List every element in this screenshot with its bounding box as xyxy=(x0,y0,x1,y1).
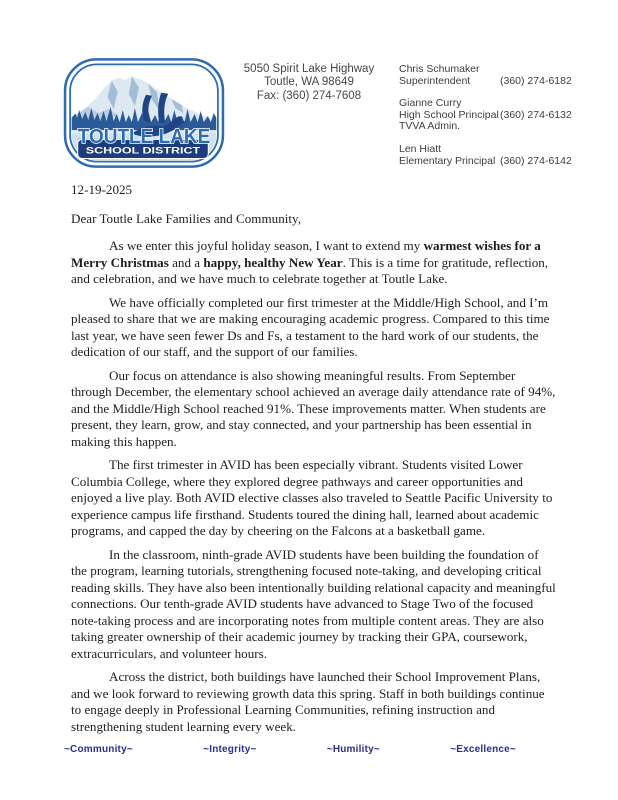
contact xyxy=(399,144,604,167)
contact xyxy=(399,64,604,87)
contact-phone: (360) 274-6142 xyxy=(500,154,572,167)
address-line: 5050 Spirit Lake Highway xyxy=(243,63,375,75)
letter-paragraph xyxy=(71,238,557,288)
logo-subtitle-text: SCHOOL DISTRICT xyxy=(85,145,201,157)
body-text: and a xyxy=(168,254,204,270)
bold-text: warmest wishes for a Merry Christmas xyxy=(71,238,541,270)
body-text: As we enter this joyful holiday season, I want to extend my xyxy=(109,238,424,253)
contact-extra: TVVA Admin. xyxy=(399,120,461,133)
paragraphs xyxy=(71,238,557,735)
letter-paragraph xyxy=(71,457,557,540)
letter-paragraph xyxy=(71,368,557,451)
logo-badge xyxy=(62,56,226,170)
letter-date: 12-19-2025 xyxy=(71,182,133,197)
contact-title: Elementary Principal xyxy=(399,154,496,167)
address-line: Toutle, WA 98649 xyxy=(264,76,354,89)
body-text: Our focus on attendance is also showing meaningful results. From September through December, the elementary school achieved an average daily attendance rate of 94%, and the Middle/High School reached 91%. These improvements matter. When students are present, they learn, grow, and stay connected, and your partnership has been essential in making this happen. xyxy=(71,367,556,449)
contact-name: Chris Schumaker xyxy=(399,63,480,75)
footer-value: ~Integrity~ xyxy=(203,744,257,755)
footer-value: ~Humility~ xyxy=(326,744,380,755)
contact-title: Superintendent xyxy=(399,74,471,87)
contact-title: High School Principal xyxy=(399,108,499,121)
body-text: Across the district, both buildings have launched their School Improvement Plans, and we look forward to reviewing growth data this spring. Staff in both buildings continue to engage deeply in Professional Learning Communities, refining instruction and strengthening student learning every week. xyxy=(71,669,545,734)
contact-list xyxy=(399,64,604,178)
letter-paragraph xyxy=(71,295,557,361)
contact-title-row xyxy=(399,156,604,168)
letter-paragraph xyxy=(71,547,557,663)
address-line: Fax: (360) 274-7608 xyxy=(256,89,362,102)
letter-paragraph xyxy=(71,669,557,735)
contact-name: Gianne Curry xyxy=(399,97,462,110)
body-text: We have officially completed our first trimester at the Middle/High School, and I’m pleased to share that we are making encouraging academic progress. Compared to this time last year, we have seen fewer Ds and Fs, a testament to the hard work of our students, the dedication of our staff, and the support of our families. xyxy=(71,294,550,359)
footer-value: ~Community~ xyxy=(64,744,133,755)
body-text: The first trimester in AVID has been especially vibrant. Students visited Lower Columbia College, where they explored degree pathways and career opportunities and enjoyed a live play. Both AVID elective classes also traveled to Seattle Pacific University to experience campus life firsthand. Students toured the dining hall, learned about academic programs, and capped the day by cheering on the Falcons at a basketball game. xyxy=(71,457,553,538)
body-text: In the classroom, ninth-grade AVID students have been building the foundation of the program, learning tutorials, strengthening focused note-taking, and developing critical reading skills. They have also been intentionally building relational capacity and meaningful connections. Our tenth-grade AVID students have advanced to Stage Two of the focused note-taking process and are incorporating notes from multiple content areas. They are also taking greater ownership of their academic journey by tracking their GPA, coursework, extracurriculars, and volunteer hours. xyxy=(71,546,556,661)
contact-phone: (360) 274-6182 xyxy=(500,74,572,87)
contact xyxy=(399,98,604,133)
body-text: . This is a time for gratitude, reflection, and celebration, and we have much to celebrate together at Toutle Lake. xyxy=(71,254,549,286)
footer-values xyxy=(64,744,516,755)
footer-value: ~Excellence~ xyxy=(450,744,516,755)
salutation: Dear Toutle Lake Families and Community, xyxy=(71,210,301,226)
district-address xyxy=(211,63,407,103)
bold-text: happy, healthy New Year xyxy=(203,254,343,270)
contact-phone: (360) 274-6132 xyxy=(500,108,572,121)
contact-name: Len Hiatt xyxy=(399,142,442,155)
logo-title-text: TOUTLE LAKE xyxy=(77,125,211,148)
letter-body xyxy=(71,182,557,742)
district-logo xyxy=(62,56,226,170)
contact-title-row xyxy=(399,76,604,88)
